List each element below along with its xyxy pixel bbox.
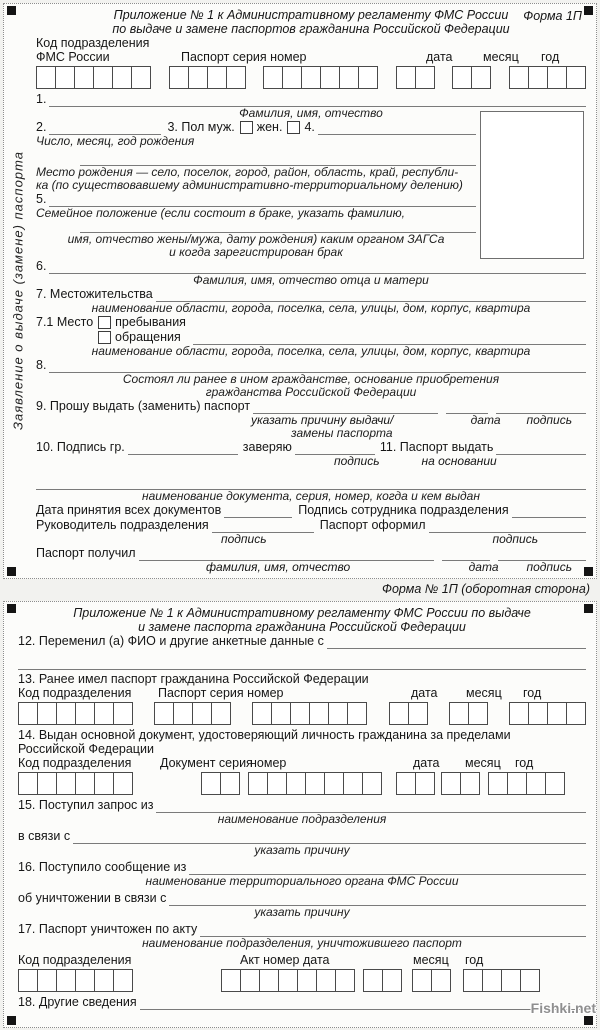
char-box[interactable] xyxy=(441,772,461,795)
char-box[interactable] xyxy=(94,969,114,992)
char-box[interactable] xyxy=(507,772,527,795)
field-15b-label: в связи с xyxy=(18,829,71,843)
char-box[interactable] xyxy=(267,772,287,795)
accept-date-line[interactable] xyxy=(224,505,292,518)
char-box[interactable] xyxy=(415,772,435,795)
month-label: месяц xyxy=(466,686,502,700)
field-17-label: 17. Паспорт уничтожен по акту xyxy=(18,922,198,936)
char-box[interactable] xyxy=(343,772,363,795)
char-box-group xyxy=(18,702,133,725)
char-box[interactable] xyxy=(520,969,540,992)
checkbox-female[interactable] xyxy=(287,121,300,134)
form-front-side xyxy=(3,3,597,579)
field-10-11-row xyxy=(36,440,586,455)
field-16-row xyxy=(18,860,586,875)
hint-unit-name: наименование подразделения xyxy=(217,812,387,826)
char-box-group xyxy=(412,969,451,992)
field-71-label: 7.1 Место xyxy=(36,315,94,329)
year-label: год xyxy=(465,953,484,967)
hint-birth-date: Число, месяц, год рождения xyxy=(36,134,195,148)
char-box-group xyxy=(154,702,231,725)
char-box-group xyxy=(363,969,402,992)
female-label: жен. xyxy=(256,120,283,134)
char-box[interactable] xyxy=(328,702,348,725)
hint-date: дата xyxy=(468,560,499,574)
field-7-row xyxy=(36,287,586,302)
basis-label: на основании xyxy=(421,454,497,468)
form-side-title: Заявление о выдаче (замене) паспорта xyxy=(10,151,26,431)
field-16b-row xyxy=(18,891,586,906)
char-box[interactable] xyxy=(169,66,189,89)
field-1-number: 1. xyxy=(36,92,47,106)
char-box[interactable] xyxy=(37,702,57,725)
char-box[interactable] xyxy=(526,772,546,795)
field-9-row xyxy=(36,399,586,414)
char-box[interactable] xyxy=(362,772,382,795)
char-box[interactable] xyxy=(363,969,383,992)
hint-marital-1: Семейное положение (если состоит в браке, указать фамилию, xyxy=(36,206,405,220)
hint-signature: подпись xyxy=(526,413,572,427)
field-6-row xyxy=(36,259,586,274)
char-box[interactable] xyxy=(211,702,231,725)
field-4-line[interactable] xyxy=(318,122,476,135)
char-box[interactable] xyxy=(56,969,76,992)
char-box[interactable] xyxy=(188,66,208,89)
char-box[interactable] xyxy=(463,969,483,992)
char-box[interactable] xyxy=(389,702,409,725)
char-box[interactable] xyxy=(173,702,193,725)
field-6-number: 6. xyxy=(36,259,47,273)
char-box[interactable] xyxy=(271,702,291,725)
box-labels-row xyxy=(36,50,586,64)
char-box[interactable] xyxy=(412,969,432,992)
field-2-4-row xyxy=(36,120,476,135)
char-box[interactable] xyxy=(309,702,329,725)
hint-birthplace-2: ка (по существовавшему административно-территориальному делению) xyxy=(36,178,463,192)
form-header-line2: по выдаче и замене паспортов гражданина Российской Федерации xyxy=(112,22,510,36)
officer-sign-label: Подпись сотрудника подразделения xyxy=(298,503,509,517)
form2-header-line2: и замене паспорта гражданина Российской Федерации xyxy=(138,620,466,634)
hint-marital-3: и когда зарегистрирован брак xyxy=(169,245,343,259)
hint-address-2: наименование области, города, поселка, села, улицы, дом, корпус, квартира xyxy=(91,344,531,358)
char-box[interactable] xyxy=(226,66,246,89)
char-box[interactable] xyxy=(282,66,302,89)
hint-address-1: наименование области, города, поселка, села, улицы, дом, корпус, квартира xyxy=(91,301,531,315)
apply-label: обращения xyxy=(115,330,181,344)
char-box[interactable] xyxy=(56,772,76,795)
received-row xyxy=(36,546,586,561)
hint-document: наименование документа, серия, номер, когда и кем выдан xyxy=(142,489,480,503)
char-box[interactable] xyxy=(509,66,529,89)
field-10-line[interactable] xyxy=(128,442,238,455)
char-box[interactable] xyxy=(18,772,38,795)
field-7-label: 7. Местожительства xyxy=(36,287,153,301)
hint-reason: указать причину xyxy=(254,905,350,919)
field-4-number: 4. xyxy=(304,120,315,134)
char-box-group xyxy=(449,702,488,725)
char-box[interactable] xyxy=(566,66,586,89)
hint-reason: указать причину xyxy=(254,843,350,857)
char-box[interactable] xyxy=(408,702,428,725)
field-1-row xyxy=(36,92,586,107)
field-14-label-1: 14. Выдан основной документ, удостоверяющий личность гражданина за пределами xyxy=(18,728,511,742)
back-side-label: Форма № 1П (оборотная сторона) xyxy=(382,582,590,596)
field-15b-row xyxy=(18,829,586,844)
field-15-row xyxy=(18,798,586,813)
passport-number-boxes xyxy=(36,66,586,89)
char-box[interactable] xyxy=(528,702,548,725)
form-header-line1: Приложение № 1 к Административному регламенту ФМС России xyxy=(113,8,509,22)
char-box[interactable] xyxy=(18,969,38,992)
char-box[interactable] xyxy=(37,969,57,992)
hint-full-name: фамилия, имя, отчество xyxy=(206,560,351,574)
field-5-row xyxy=(36,192,476,207)
checkbox-place-stay[interactable] xyxy=(98,316,111,329)
field-18-row xyxy=(18,995,586,1010)
hint-parents: Фамилия, имя, отчество отца и матери xyxy=(193,273,429,287)
foreign-document-boxes xyxy=(18,772,586,795)
checkbox-place-apply[interactable] xyxy=(98,331,111,344)
char-box[interactable] xyxy=(93,66,113,89)
field-18-line[interactable] xyxy=(140,997,586,1010)
char-box-group xyxy=(509,702,586,725)
char-box[interactable] xyxy=(75,702,95,725)
char-box[interactable] xyxy=(259,969,279,992)
char-box[interactable] xyxy=(240,969,260,992)
fms-russia-label: ФМС России xyxy=(36,50,110,64)
char-box[interactable] xyxy=(201,772,221,795)
char-box[interactable] xyxy=(347,702,367,725)
code-unit-label: Код подразделения xyxy=(36,36,150,50)
char-box-group xyxy=(396,772,435,795)
code-unit-label: Код подразделения xyxy=(18,953,132,967)
field-18-label: 18. Другие сведения xyxy=(18,995,137,1009)
field-16b-line[interactable] xyxy=(169,893,586,906)
form-back-side xyxy=(3,601,597,1028)
hint-fms-territorial-organ: наименование территориального органа ФМС России xyxy=(145,874,459,888)
char-box[interactable] xyxy=(290,702,310,725)
field-5-number: 5. xyxy=(36,192,47,206)
char-box-group xyxy=(452,66,491,89)
char-box-group xyxy=(441,772,480,795)
form-number-tag: Форма 1П xyxy=(523,9,582,23)
received-label: Паспорт получил xyxy=(36,546,136,560)
char-box[interactable] xyxy=(56,702,76,725)
char-box[interactable] xyxy=(74,66,94,89)
field-12-line[interactable] xyxy=(327,636,586,649)
chief-label: Руководитель подразделения xyxy=(36,518,209,532)
hint-marital-2: имя, отчество жены/мужа, дату рождения) каким органом ЗАГСа xyxy=(67,232,445,246)
char-box[interactable] xyxy=(131,66,151,89)
char-box[interactable] xyxy=(220,772,240,795)
char-box[interactable] xyxy=(566,702,586,725)
photo-box xyxy=(480,111,584,259)
watermark: Fishki.net xyxy=(530,1000,596,1016)
field-14-box-labels xyxy=(18,756,586,770)
date-label: дата xyxy=(426,50,453,64)
previous-passport-boxes xyxy=(18,702,586,725)
char-box[interactable] xyxy=(94,772,114,795)
issued-by-label: Паспорт оформил xyxy=(319,518,426,532)
char-box-group xyxy=(396,66,435,89)
char-box[interactable] xyxy=(449,702,469,725)
field-10-11-hints xyxy=(36,455,586,468)
char-box[interactable] xyxy=(471,66,491,89)
field-16-label: 16. Поступило сообщение из xyxy=(18,860,187,874)
field-11-label: 11. Паспорт выдать xyxy=(379,440,494,454)
char-box[interactable] xyxy=(305,772,325,795)
char-box[interactable] xyxy=(248,772,268,795)
field-12-extra-line-row xyxy=(18,657,586,670)
field-17-row xyxy=(18,922,586,937)
char-box[interactable] xyxy=(547,702,567,725)
char-box[interactable] xyxy=(509,702,529,725)
number-label: номер xyxy=(250,756,287,770)
char-box[interactable] xyxy=(113,969,133,992)
char-box[interactable] xyxy=(460,772,480,795)
hint-prev-citizenship-2: гражданства Российской Федерации xyxy=(205,385,417,399)
field-11-line[interactable] xyxy=(496,442,586,455)
hint-signature: подпись xyxy=(492,532,538,546)
char-box-group xyxy=(488,772,565,795)
field-12-row xyxy=(18,634,586,649)
char-box-group xyxy=(248,772,382,795)
char-box[interactable] xyxy=(547,66,567,89)
char-box-group xyxy=(169,66,246,89)
hint-signature: подпись xyxy=(334,454,380,468)
char-box-group xyxy=(389,702,428,725)
officer-sign-line[interactable] xyxy=(512,505,586,518)
char-box[interactable] xyxy=(316,969,336,992)
char-box[interactable] xyxy=(320,66,340,89)
char-box[interactable] xyxy=(75,969,95,992)
stay-label: пребывания xyxy=(115,315,186,329)
hint-prev-citizenship-1: Состоял ли ранее в ином гражданстве, основание приобретения xyxy=(122,372,500,386)
year-label: год xyxy=(541,50,560,64)
year-label: год xyxy=(523,686,542,700)
char-box[interactable] xyxy=(301,66,321,89)
signature-hints-row xyxy=(36,533,586,546)
char-box[interactable] xyxy=(452,66,472,89)
char-box[interactable] xyxy=(488,772,508,795)
char-box[interactable] xyxy=(75,772,95,795)
chief-row xyxy=(36,518,586,533)
char-box-group xyxy=(463,969,540,992)
field-3-label: 3. Пол муж. xyxy=(167,120,235,134)
hint-reason-1: указать причину выдачи/ xyxy=(251,413,394,427)
field-18-extra-line1-row xyxy=(18,1019,586,1030)
char-box[interactable] xyxy=(221,969,241,992)
char-box-group xyxy=(263,66,378,89)
char-box[interactable] xyxy=(358,66,378,89)
char-box[interactable] xyxy=(415,66,435,89)
char-box[interactable] xyxy=(112,66,132,89)
accept-date-label: Дата принятия всех документов xyxy=(36,503,222,517)
char-box-group xyxy=(252,702,367,725)
char-box[interactable] xyxy=(252,702,272,725)
field-17-box-labels xyxy=(18,953,586,967)
field-18-extra-line-1[interactable] xyxy=(18,1019,586,1030)
char-box-group xyxy=(36,66,151,89)
field-13-label: 13. Ранее имел паспорт гражданина Российской Федерации xyxy=(18,672,369,686)
code-unit-label: Код подразделения xyxy=(18,686,132,700)
field-71-row-apply xyxy=(36,330,586,345)
char-box[interactable] xyxy=(263,66,283,89)
char-box[interactable] xyxy=(324,772,344,795)
char-box[interactable] xyxy=(36,66,56,89)
char-box[interactable] xyxy=(154,702,174,725)
hint-signature: подпись xyxy=(221,532,267,546)
char-box[interactable] xyxy=(55,66,75,89)
char-box[interactable] xyxy=(545,772,565,795)
char-box-group xyxy=(201,772,240,795)
char-box[interactable] xyxy=(482,969,502,992)
form2-header-line1: Приложение № 1 к Административному регламенту ФМС России по выдаче xyxy=(73,606,531,620)
hint-destroying-unit: наименование подразделения, уничтожившего паспорт xyxy=(142,936,462,950)
year-label: год xyxy=(515,756,534,770)
char-box[interactable] xyxy=(528,66,548,89)
hint-full-name: Фамилия, имя, отчество xyxy=(239,106,383,120)
char-box-group xyxy=(18,969,133,992)
code-unit-label: Код подразделения xyxy=(18,756,132,770)
field-16b-label: об уничтожении в связи с xyxy=(18,891,167,905)
hint-date: дата xyxy=(470,413,501,427)
char-box[interactable] xyxy=(18,702,38,725)
char-box[interactable] xyxy=(339,66,359,89)
char-box[interactable] xyxy=(382,969,402,992)
char-box[interactable] xyxy=(278,969,298,992)
passport-series-label: Паспорт серия номер xyxy=(158,686,284,700)
field-15-label: 15. Поступил запрос из xyxy=(18,798,154,812)
char-box[interactable] xyxy=(94,702,114,725)
char-box-group xyxy=(221,969,355,992)
received-hints-row xyxy=(36,561,586,574)
field-14-label-2: Российской Федерации xyxy=(18,742,154,756)
char-box[interactable] xyxy=(396,772,416,795)
char-box[interactable] xyxy=(37,772,57,795)
destruction-act-boxes xyxy=(18,969,586,992)
checkbox-male[interactable] xyxy=(240,121,253,134)
date-label: дата xyxy=(413,756,440,770)
field-12-label: 12. Переменил (а) ФИО и другие анкетные данные с xyxy=(18,634,324,648)
char-box[interactable] xyxy=(431,969,451,992)
char-box[interactable] xyxy=(297,969,317,992)
field-2-number: 2. xyxy=(36,120,47,134)
field-71-row-stay xyxy=(36,315,586,330)
char-box-group xyxy=(509,66,586,89)
char-box[interactable] xyxy=(207,66,227,89)
accept-row xyxy=(36,503,586,518)
date-label: дата xyxy=(411,686,438,700)
char-box[interactable] xyxy=(113,772,133,795)
hint-reason-2: замены паспорта xyxy=(291,426,393,440)
month-label: месяц xyxy=(465,756,501,770)
char-box[interactable] xyxy=(468,702,488,725)
month-label: месяц xyxy=(413,953,449,967)
certify-label: заверяю xyxy=(242,440,292,454)
hint-signature: подпись xyxy=(526,560,572,574)
hint-birthplace-1: Место рождения — село, поселок, город, район, область, край, республи- xyxy=(36,165,459,179)
act-number-date-label: Акт номер дата xyxy=(240,953,330,967)
field-8-row xyxy=(36,358,586,373)
char-box[interactable] xyxy=(335,969,355,992)
field-12-extra-line[interactable] xyxy=(18,657,586,670)
char-box[interactable] xyxy=(501,969,521,992)
document-series-label: Документ серия xyxy=(160,756,253,770)
field-13-box-labels xyxy=(18,686,586,700)
char-box[interactable] xyxy=(192,702,212,725)
char-box[interactable] xyxy=(113,702,133,725)
passport-series-label: Паспорт серия номер xyxy=(181,50,307,64)
char-box[interactable] xyxy=(396,66,416,89)
char-box[interactable] xyxy=(286,772,306,795)
field-9-label: 9. Прошу выдать (заменить) паспорт xyxy=(36,399,251,413)
field-10-label: 10. Подпись гр. xyxy=(36,440,125,454)
month-label: месяц xyxy=(483,50,519,64)
char-box-group xyxy=(18,772,133,795)
field-8-number: 8. xyxy=(36,358,47,372)
